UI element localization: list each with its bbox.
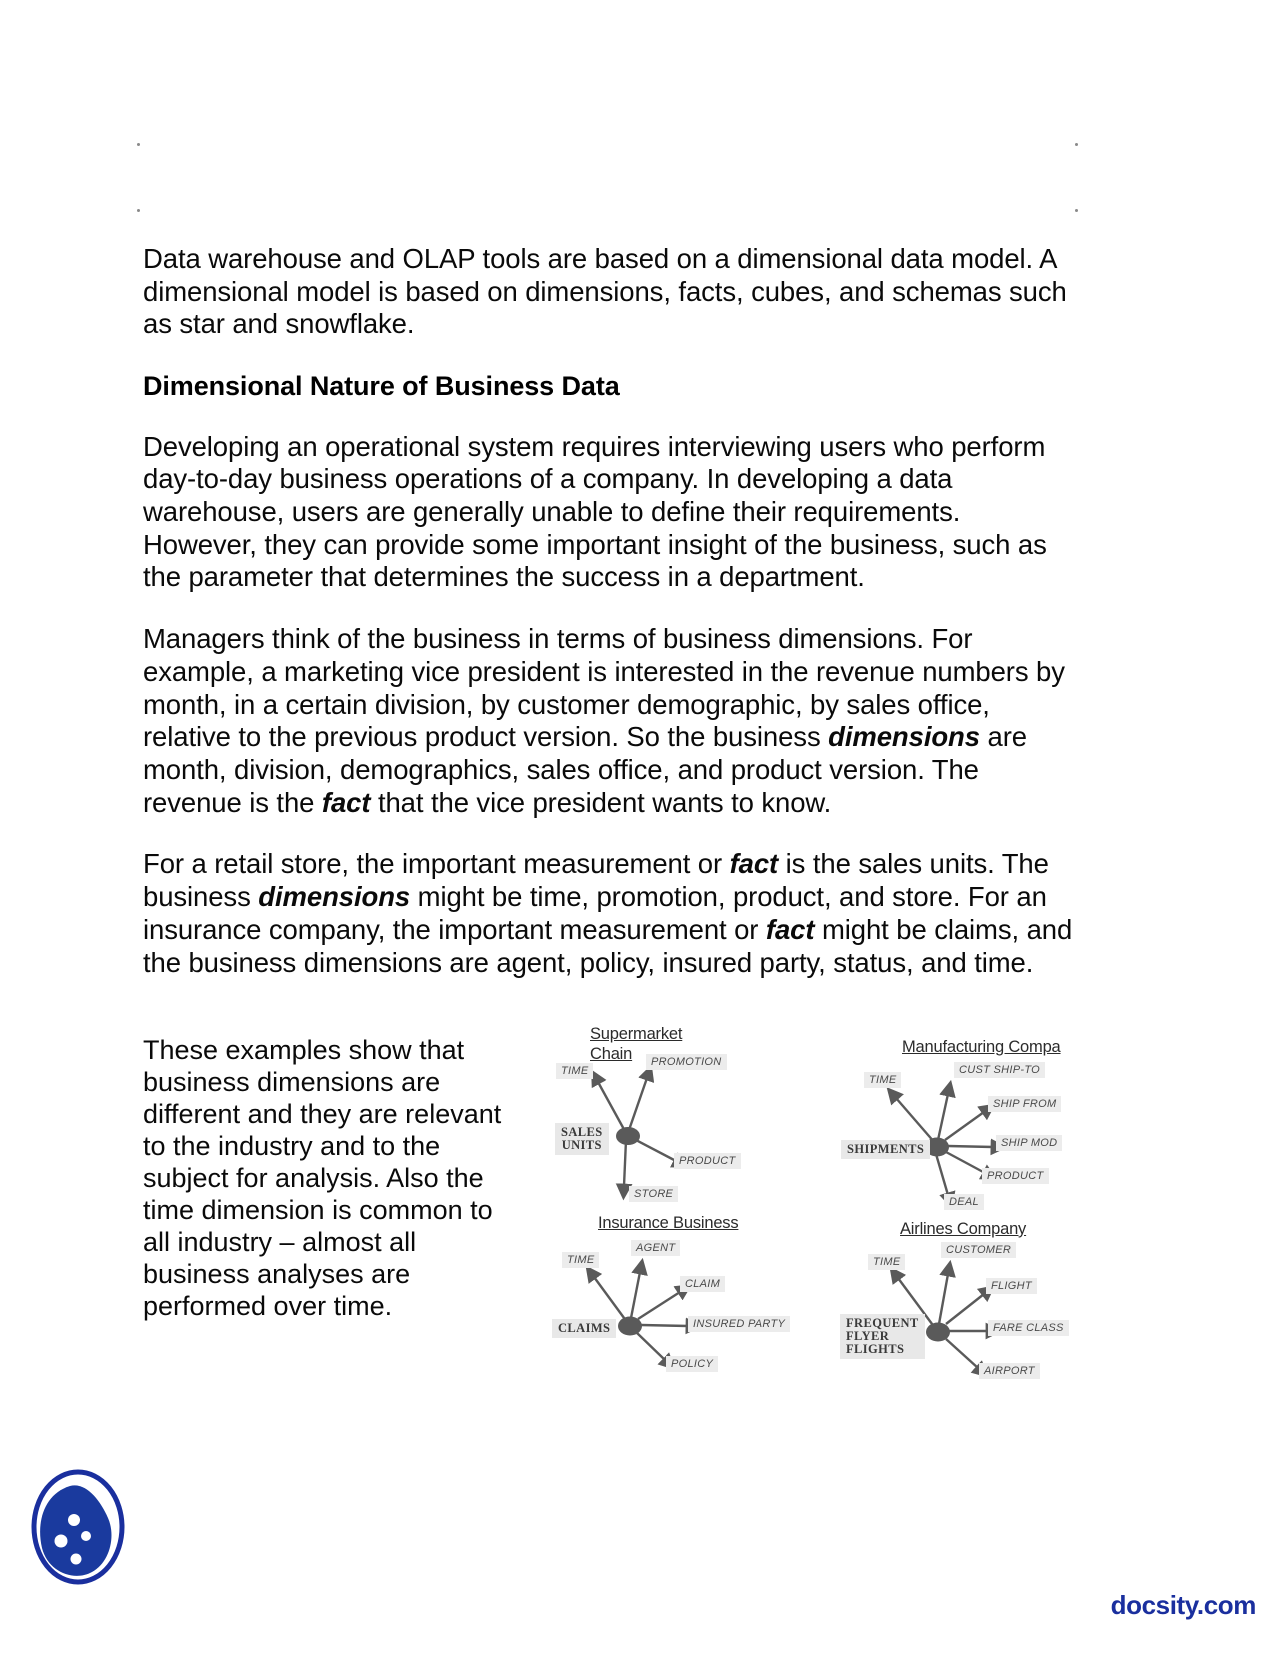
registration-dot xyxy=(1075,209,1078,212)
paragraph-examples: These examples show that business dimensions are different and they are relevant to the industry and to the subject for analysis. Also the time dimension is common to all industry – almost all business analyses are performed over time. xyxy=(143,1035,502,1321)
dimension-airport: AIRPORT xyxy=(979,1363,1040,1379)
text-run: is the sales units. The business xyxy=(143,848,1049,913)
paragraph-examples-column xyxy=(143,1035,523,1323)
registration-dot xyxy=(137,143,140,146)
dimension-time: TIME xyxy=(868,1254,905,1270)
registration-dot xyxy=(137,209,140,212)
diagram-manufacturing-company xyxy=(836,1030,1106,1226)
fact-node-shipments: SHIPMENTS xyxy=(841,1140,930,1159)
text-run: For a retail store, the important measurement or xyxy=(143,848,730,880)
dimension-store: STORE xyxy=(629,1186,678,1202)
dimension-policy: POLICY xyxy=(666,1356,718,1372)
diagram-title: Airlines Company xyxy=(900,1220,1027,1238)
dimension-ship-from: SHIP FROM xyxy=(988,1096,1061,1112)
diagram-insurance-business xyxy=(548,1214,818,1410)
emphasis-dimensions: dimensions xyxy=(828,721,980,753)
dimension-insured-party: INSURED PARTY xyxy=(688,1316,790,1332)
dimension-promotion: PROMOTION xyxy=(646,1054,727,1070)
dimension-time: TIME xyxy=(562,1252,599,1268)
emphasis-fact: fact xyxy=(765,913,815,945)
text-run: Managers think of the business in terms of business dimensions. For example, a marketing vice president is interested in the revenue numbers by month, in a certain division, by customer demographic, by sales office, relative to the previous product version. So the business xyxy=(143,623,1065,753)
emphasis-fact: fact xyxy=(321,786,371,818)
dimension-time: TIME xyxy=(864,1072,901,1088)
fact-node-frequent-flyer-flights: FREQUENT FLYER FLIGHTS xyxy=(840,1314,925,1359)
fact-node-sales-units: SALES UNITS xyxy=(555,1123,609,1155)
diagram-title: Manufacturing Compa xyxy=(902,1038,1061,1056)
text-run: might be claims, and the business dimensions are agent, policy, insured party, status, and time. xyxy=(143,913,1073,978)
dimension-claim: CLAIM xyxy=(680,1276,725,1292)
body-text-column xyxy=(143,243,1073,1008)
emphasis-dimensions: dimensions xyxy=(258,881,411,913)
text-run: are month, division, demographics, sales office, and product version. The revenue is the xyxy=(143,721,1027,818)
dimension-deal: DEAL xyxy=(944,1194,984,1210)
diagram-title: Insurance Business xyxy=(598,1214,739,1232)
brand-watermark[interactable]: docsity.com xyxy=(1110,1590,1256,1620)
dimension-product: PRODUCT xyxy=(674,1153,741,1169)
fact-node-claims: CLAIMS xyxy=(552,1319,616,1338)
fact-node-marker xyxy=(616,1127,640,1145)
emphasis-fact: fact xyxy=(729,848,779,880)
fact-node-marker xyxy=(926,1323,950,1342)
dimension-fare-class: FARE CLASS xyxy=(988,1320,1069,1336)
text-run: that the vice president wants to know. xyxy=(370,786,832,818)
dimension-flight: FLIGHT xyxy=(986,1278,1037,1294)
registration-dot xyxy=(1075,143,1078,146)
text-run: might be time, promotion, product, and store. For an insurance company, the important measurement or xyxy=(143,881,1047,945)
paragraph-developing: Developing an operational system requires interviewing users who perform day-to-day business operations of a company. In developing a data warehouse, users are generally unable to define their requirements. However, they can provide some important insight of the business, such as the parameter that determines the success in a department. xyxy=(143,430,1047,593)
diagram-airlines-company xyxy=(836,1220,1106,1416)
diagram-title: Supermarket Chain xyxy=(590,1025,683,1064)
fact-node-marker xyxy=(618,1317,642,1336)
dimension-time: TIME xyxy=(556,1063,593,1079)
dimension-customer: CUSTOMER xyxy=(941,1242,1016,1258)
diagram-arrows xyxy=(548,1018,818,1214)
docsity-logo xyxy=(30,1468,126,1586)
dimension-ship-mode: SHIP MOD xyxy=(996,1135,1062,1151)
dimension-star-diagrams xyxy=(548,1018,1088,1408)
diagram-arrows xyxy=(548,1214,818,1410)
section-heading: Dimensional Nature of Business Data xyxy=(143,371,620,402)
paragraph-managers xyxy=(143,623,1073,819)
docsity-logo-icon xyxy=(30,1468,126,1586)
dimension-product: PRODUCT xyxy=(982,1168,1049,1184)
dimension-agent: AGENT xyxy=(631,1240,680,1256)
paragraph-intro: Data warehouse and OLAP tools are based on a dimensional data model. A dimensional model is based on dimensions, facts, cubes, and schemas such as star and snowflake. xyxy=(143,243,1067,340)
dimension-cust-ship-to: CUST SHIP-TO xyxy=(954,1062,1045,1078)
diagram-supermarket-chain xyxy=(548,1018,818,1214)
paragraph-retail xyxy=(143,848,1073,979)
